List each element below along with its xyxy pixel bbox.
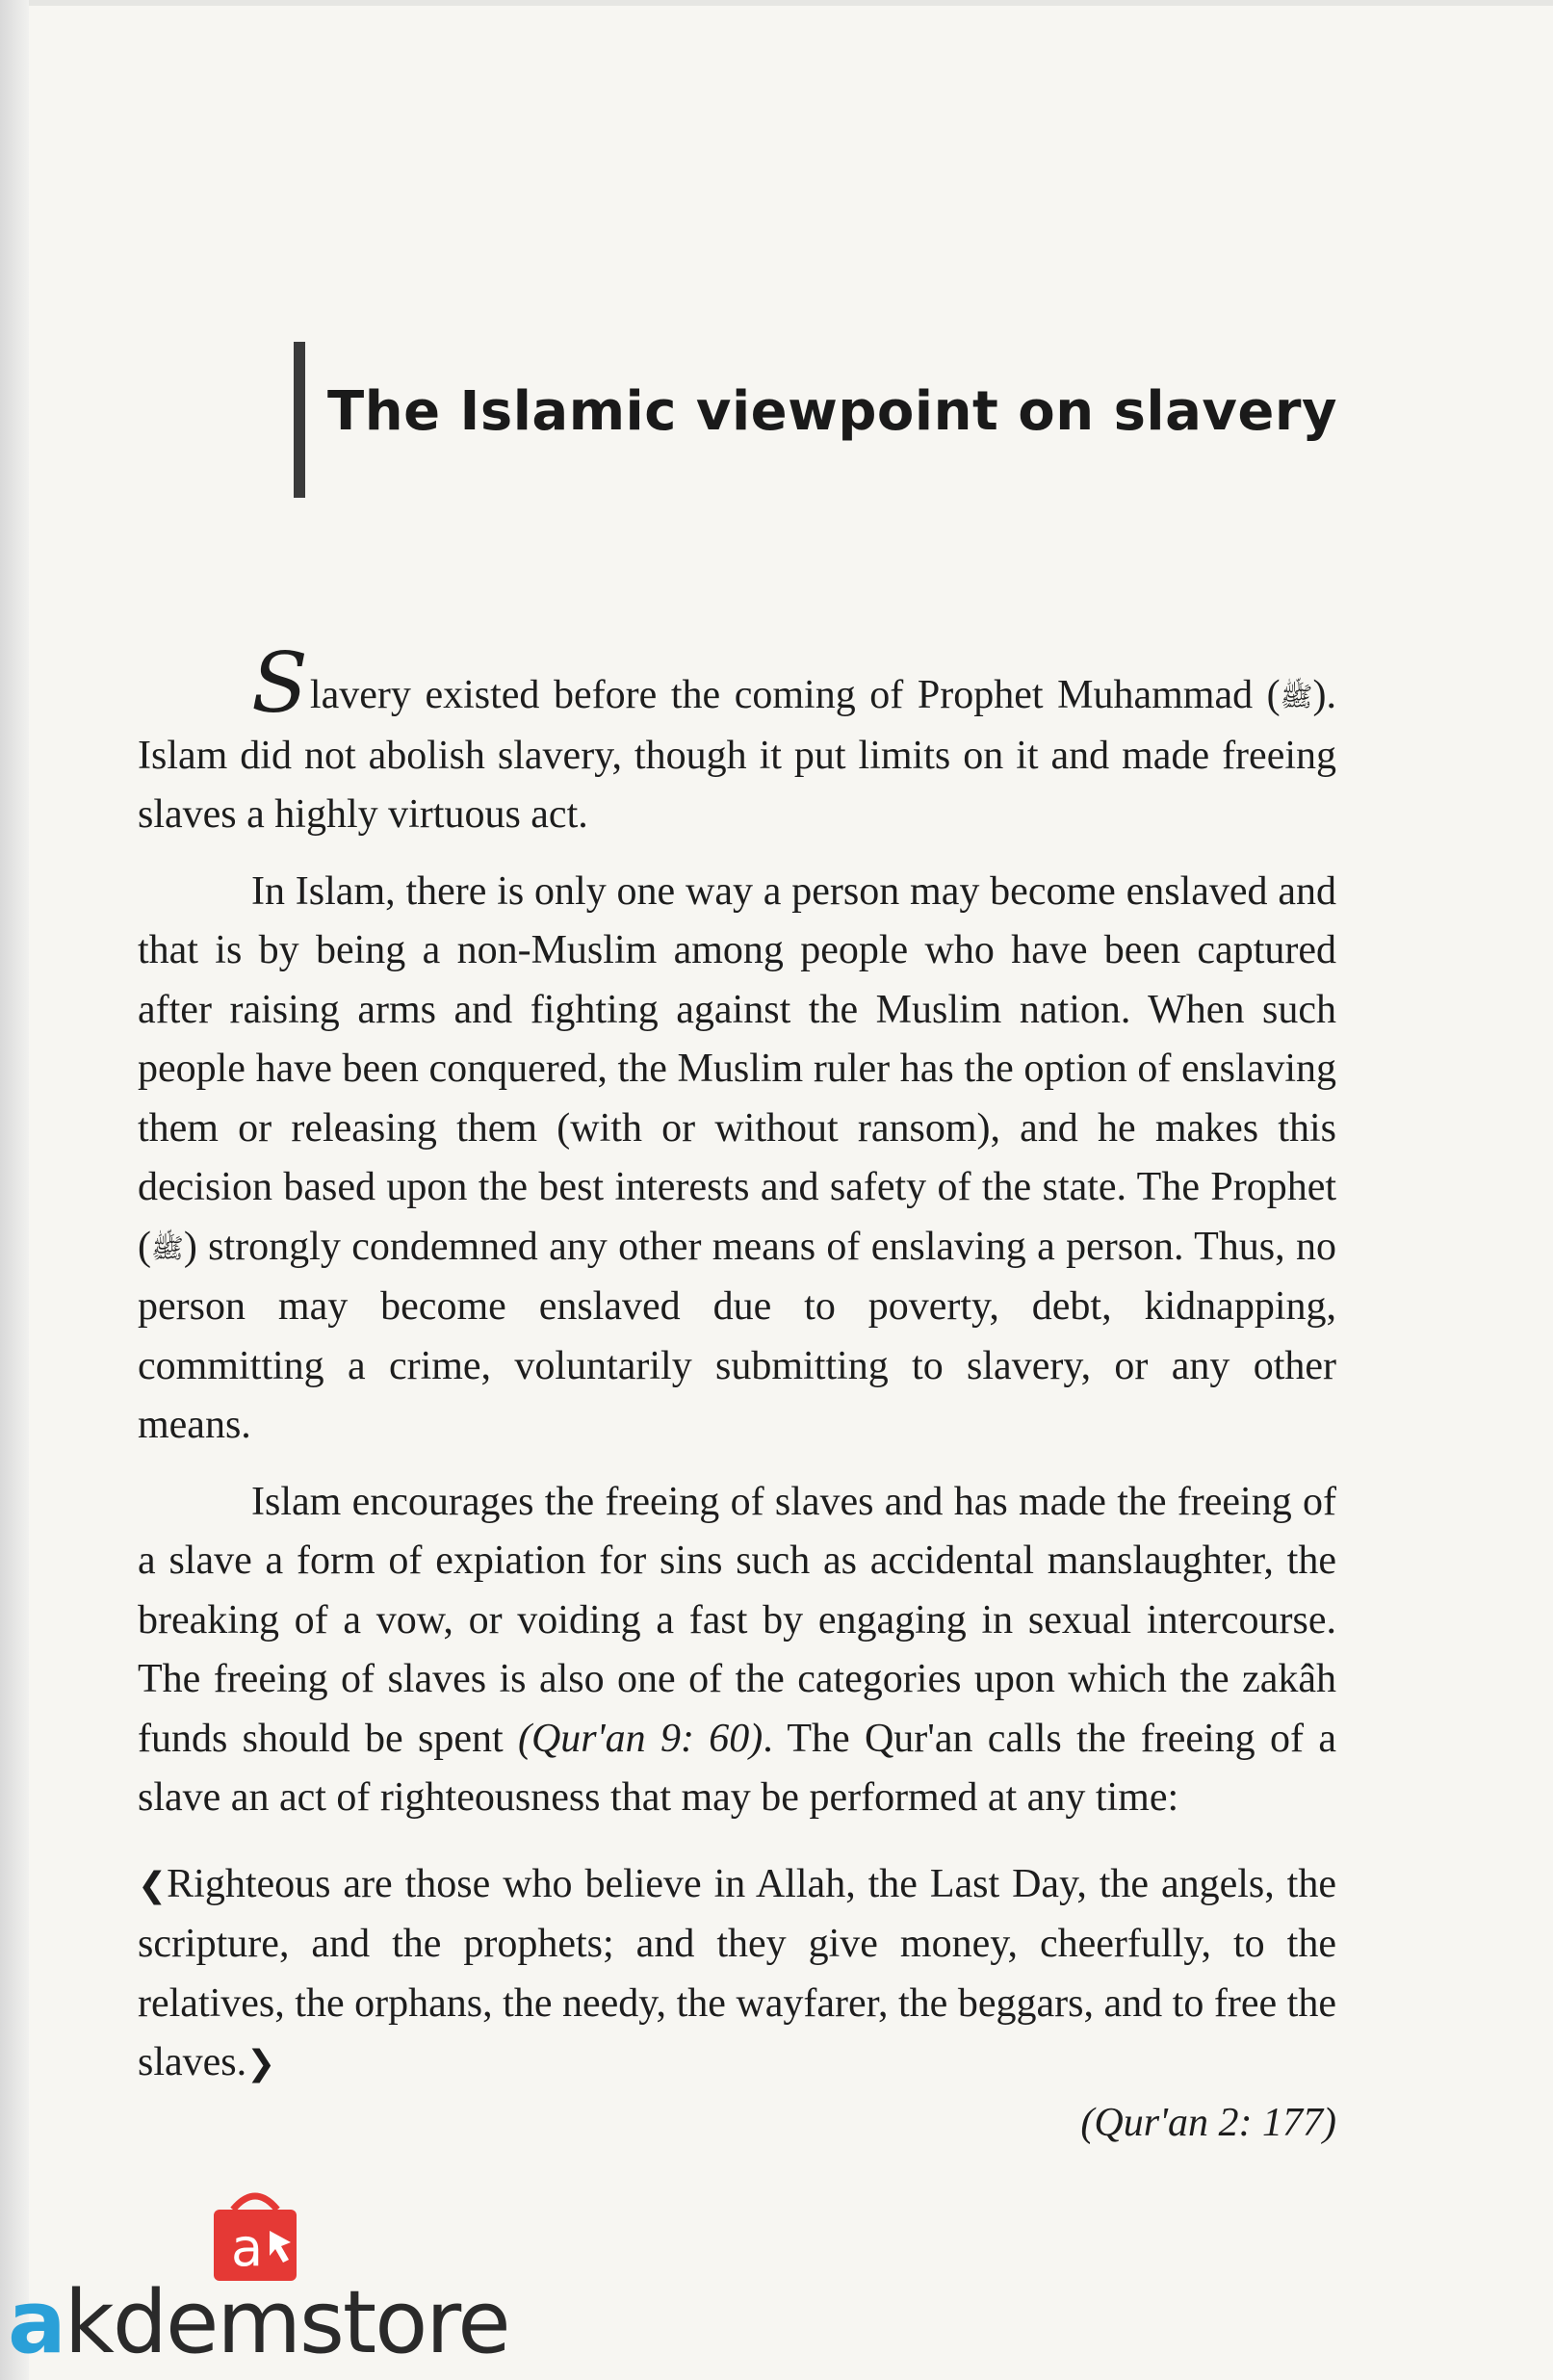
paragraph-1-text-b: ). Islam did not abolish slavery, though it put limits on it and made freeing slaves a highly virtuous act. (138, 673, 1336, 837)
quote-close-bracket: ❯ (246, 2044, 276, 2083)
paragraph-3 (138, 1473, 1336, 1828)
chapter-heading-block (294, 342, 1353, 501)
paragraph-3-text-b: . The Qur'an calls the freeing of a slave an act of righteousness that may be performed at any time: (138, 1716, 1336, 1820)
chapter-title: The Islamic viewpoint on slavery (327, 380, 1337, 443)
watermark-logo (0, 2181, 520, 2380)
paragraph-2 (138, 863, 1336, 1456)
body-text (138, 635, 1336, 2153)
quote-open-bracket: ❮ (138, 1865, 168, 1905)
paragraph-2-text-a: In Islam, there is only one way a person may become enslaved and that is by being a non-Muslim among people who have been captured after raising arms and fighting against the Muslim nation. When such people have been conquered, the Muslim ruler has the option of enslaving them or releasing them (with or without ransom), and he makes this decision based upon the best interests and safety of the state. The Prophet ( (138, 868, 1336, 1269)
honorific-glyph: ﷺ (151, 1231, 184, 1264)
quran-reference: (Qur'an 9: 60) (517, 1716, 764, 1761)
quote-citation: (Qur'an 2: 177) (1080, 2100, 1336, 2145)
page-binding-edge (0, 0, 29, 2380)
quran-quote (138, 1855, 1336, 2094)
watermark-text: akdemstore (8, 2272, 509, 2373)
paragraph-3-text-a: Islam encourages the freeing of slaves and has made the freeing of a slave a form of expiation for sins such as accidental manslaughter, the breaking of a vow, or voiding a fast by engaging in sexual intercourse. The freeing of slaves is also one of the categories upon which the zakâh funds should be spent (138, 1479, 1336, 1761)
shopping-bag-icon (202, 2181, 308, 2287)
quote-text: Righteous are those who believe in Allah, the Last Day, the angels, the scripture, and the prophets; and they give money, cheerfully, to the relatives, the orphans, the needy, the wayfarer, the beggars, and to free the slaves. (138, 1861, 1336, 2084)
honorific-glyph: ﷺ (1280, 681, 1313, 712)
quote-citation-row (138, 2094, 1336, 2154)
page-top-edge (0, 0, 1553, 6)
paragraph-1 (138, 635, 1336, 845)
paragraph-1-text-a: lavery existed before the coming of Prophet Muhammad ( (309, 673, 1281, 717)
dropcap: S (251, 635, 308, 732)
paragraph-2-text-b: ) strongly condemned any other means of enslaving a person. Thus, no person may become enslaved due to poverty, debt, kidnapping, committing a crime, voluntarily submitting to slavery, or any other means. (138, 1224, 1336, 1447)
heading-vertical-bar (294, 342, 305, 498)
svg-text:a: a (231, 2217, 264, 2278)
